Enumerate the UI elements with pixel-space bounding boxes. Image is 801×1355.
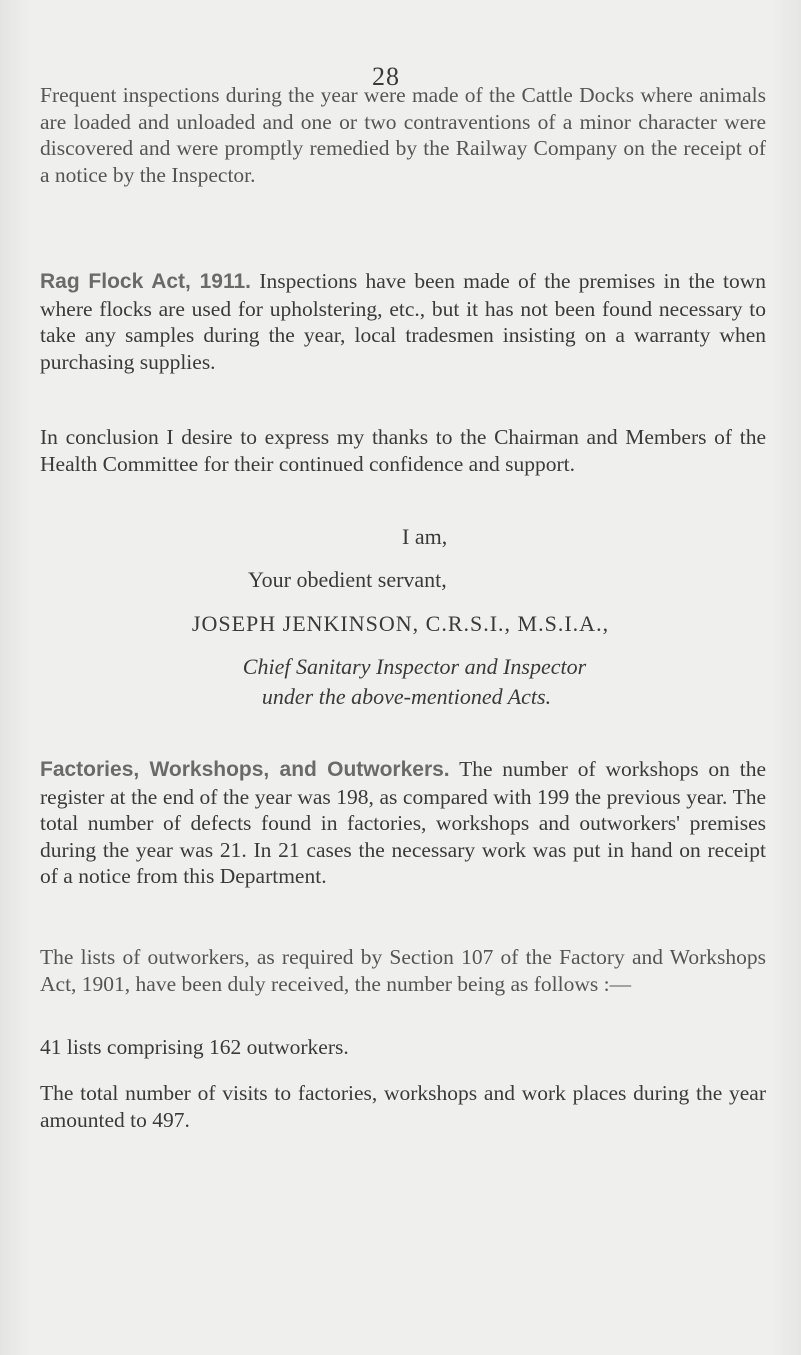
signature-title-line-1: Chief Sanitary Inspector and Inspector: [242, 654, 587, 679]
signature-name: JOSEPH JENKINSON, C.R.S.I., M.S.I.A.,: [191, 611, 610, 636]
signature-title-line-2: under the above-mentioned Acts.: [261, 684, 552, 709]
conclusion-paragraph: In conclusion I desire to express my thanks to the Chairman and Members of the Health Committee for their continued confidence and support.: [40, 425, 766, 476]
rag-flock-text: Inspections have been made of the premises in the town where flocks are used for upholstering, etc., but it has not been found necessary to take any samples during the year, local tradesmen insisting on a warranty when purchasing supplies.: [40, 269, 767, 374]
rag-flock-paragraph: [40, 268, 766, 375]
outworker-lists-paragraph: The lists of outworkers, as required by Section 107 of the Factory and Workshops Act, 1901, have been duly received, the number being as follows :—: [40, 945, 766, 996]
page-number: 28: [372, 62, 400, 91]
factories-paragraph: [40, 756, 766, 890]
factories-text: The number of workshops on the register at the end of the year was 198, as compared with 199 the previous year. The total number of defects found in factories, workshops and outworkers' premises during the year was 21. In 21 cases the necessary work was put in hand on receipt of a notice from this Department.: [40, 757, 766, 888]
cattle-docks-paragraph: Frequent inspections during the year were made of the Cattle Docks where animals are loaded and unloaded and one or two contraventions of a minor character were discovered and were promptly remedied by the Railway Company on the receipt of a notice by the Inspector.: [40, 83, 766, 187]
closing-line-servant: Your obedient servant,: [248, 567, 447, 592]
outworker-lists-count: 41 lists comprising 162 outworkers.: [40, 1035, 349, 1059]
visits-paragraph: The total number of visits to factories, workshops and work places during the year amounted to 497.: [40, 1081, 766, 1132]
rag-flock-heading: Rag Flock Act, 1911.: [40, 270, 252, 293]
closing-line-i-am: I am,: [402, 524, 448, 549]
factories-heading: Factories, Workshops, and Outworkers.: [40, 758, 450, 781]
